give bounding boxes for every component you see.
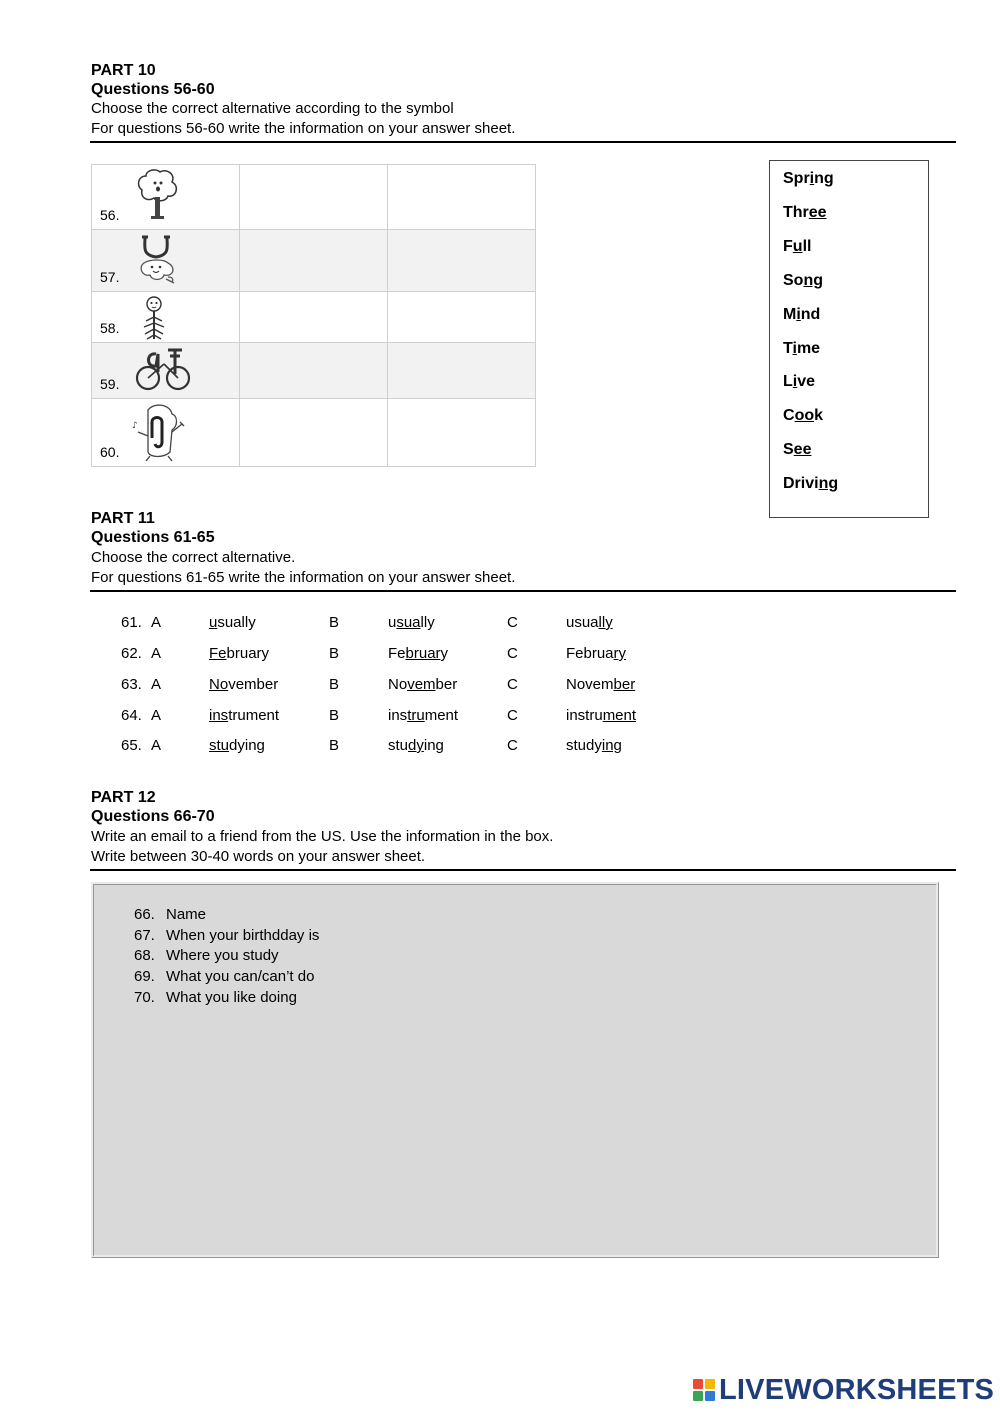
word-item: Live [783,373,816,390]
question-number: 63. [121,676,142,693]
word-item: Driving [783,475,839,492]
ai-symbol-icon [134,346,194,397]
option-a[interactable]: usually [209,614,256,631]
answer-cell[interactable] [240,399,388,467]
option-letter: C [507,707,518,724]
answer-cell[interactable] [388,230,536,292]
row-number: 59. [100,376,120,392]
answer-cell[interactable] [240,292,388,343]
table-cell-symbol [92,292,240,343]
option-c[interactable]: instrument [566,707,637,724]
word-item: Mind [783,306,821,323]
u-symbol-icon [134,233,178,292]
list-item: 70. What you like doing [134,988,297,1006]
table-cell-symbol [92,230,240,292]
part10-instruction-1: Choose the correct alternative according to the symbol [91,100,454,117]
symbol-table [91,164,536,467]
word-item: Spring [783,170,834,187]
option-letter: B [329,707,340,724]
table-row [92,165,536,230]
answer-cell[interactable] [388,343,536,399]
answer-cell[interactable] [388,165,536,230]
part11-title: PART 11 [91,510,155,527]
question-number: 64. [121,707,142,724]
list-item: 66. Name [134,906,207,923]
option-b[interactable]: February [388,645,449,662]
row-number: 56. [100,207,120,223]
option-letter: A [151,614,162,631]
part10-title: PART 10 [91,62,156,79]
option-letter: A [151,645,162,662]
word-item: Song [783,272,823,289]
ng-symbol-icon [134,295,174,346]
option-letter: A [151,707,162,724]
option-b[interactable]: usually [388,614,435,631]
table-row [92,399,536,467]
option-letter: B [329,645,340,662]
question-number: 61. [121,614,142,631]
option-letter: C [507,676,518,693]
logo-grid-icon [693,1379,715,1401]
option-letter: A [151,737,162,754]
part10-instruction-2: For questions 56-60 write the information on your answer sheet. [91,120,516,137]
word-item: Three [783,204,827,221]
word-item: Time [783,340,821,357]
row-number: 58. [100,320,120,336]
list-item: 67. When your birthdday is [134,926,320,944]
table-cell-symbol [92,399,240,467]
liveworksheets-logo [693,1374,994,1406]
part10-questions: Questions 56-60 [91,81,215,98]
option-c[interactable]: November [566,676,636,693]
part11-questions: Questions 61-65 [91,529,215,546]
row-number: 57. [100,269,120,285]
option-a[interactable]: February [209,645,270,662]
logo-text: LIVEWORKSHEETS [719,1373,995,1406]
part11-instruction-1: Choose the correct alternative. [91,549,296,566]
table-cell-symbol [92,165,240,230]
answer-cell[interactable] [240,165,388,230]
part12-divider [90,869,956,871]
question-number: 62. [121,645,142,662]
option-b[interactable]: studying [388,737,444,754]
part12-title: PART 12 [91,789,156,806]
part11-divider [90,590,956,592]
list-item: 69. What you can/can’t do [134,968,315,986]
eng-symbol-icon [128,402,186,467]
answer-cell[interactable] [388,399,536,467]
answer-cell[interactable] [240,230,388,292]
email-info-list [134,905,319,1009]
option-letter: C [507,614,518,631]
part10-divider [90,141,956,143]
table-cell-symbol [92,343,240,399]
option-a[interactable]: studying [209,737,265,754]
word-item: Full [783,238,812,255]
part11-instruction-2: For questions 61-65 write the information on your answer sheet. [91,569,516,586]
word-item: Cook [783,407,824,424]
option-letter: C [507,645,518,662]
row-number: 60. [100,444,120,460]
word-item: See [783,441,812,458]
word-box [769,160,929,518]
option-letter: B [329,676,340,693]
list-item: 68. Where you study [134,947,279,965]
option-letter: A [151,676,162,693]
table-row [92,230,536,292]
option-c[interactable]: usually [566,614,613,631]
table-row [92,343,536,399]
option-c[interactable]: studying [566,737,622,754]
email-info-box [91,882,939,1258]
svg-text:♪: ♪ [132,421,138,431]
table-row [92,292,536,343]
part12-instruction-1: Write an email to a friend from the US. Use the information in the box. [91,828,554,845]
part12-questions: Questions 66-70 [91,808,215,825]
part12-instruction-2: Write between 30-40 words on your answer sheet. [91,848,426,865]
option-a[interactable]: instrument [209,707,280,724]
answer-cell[interactable] [388,292,536,343]
answer-cell[interactable] [240,343,388,399]
option-b[interactable]: November [388,676,458,693]
question-number: 65. [121,737,142,754]
option-letter: C [507,737,518,754]
i-symbol-icon [134,168,182,229]
option-letter: B [329,614,340,631]
option-b[interactable]: instrument [388,707,459,724]
option-letter: B [329,737,340,754]
option-c[interactable]: February [566,645,627,662]
option-a[interactable]: November [209,676,279,693]
